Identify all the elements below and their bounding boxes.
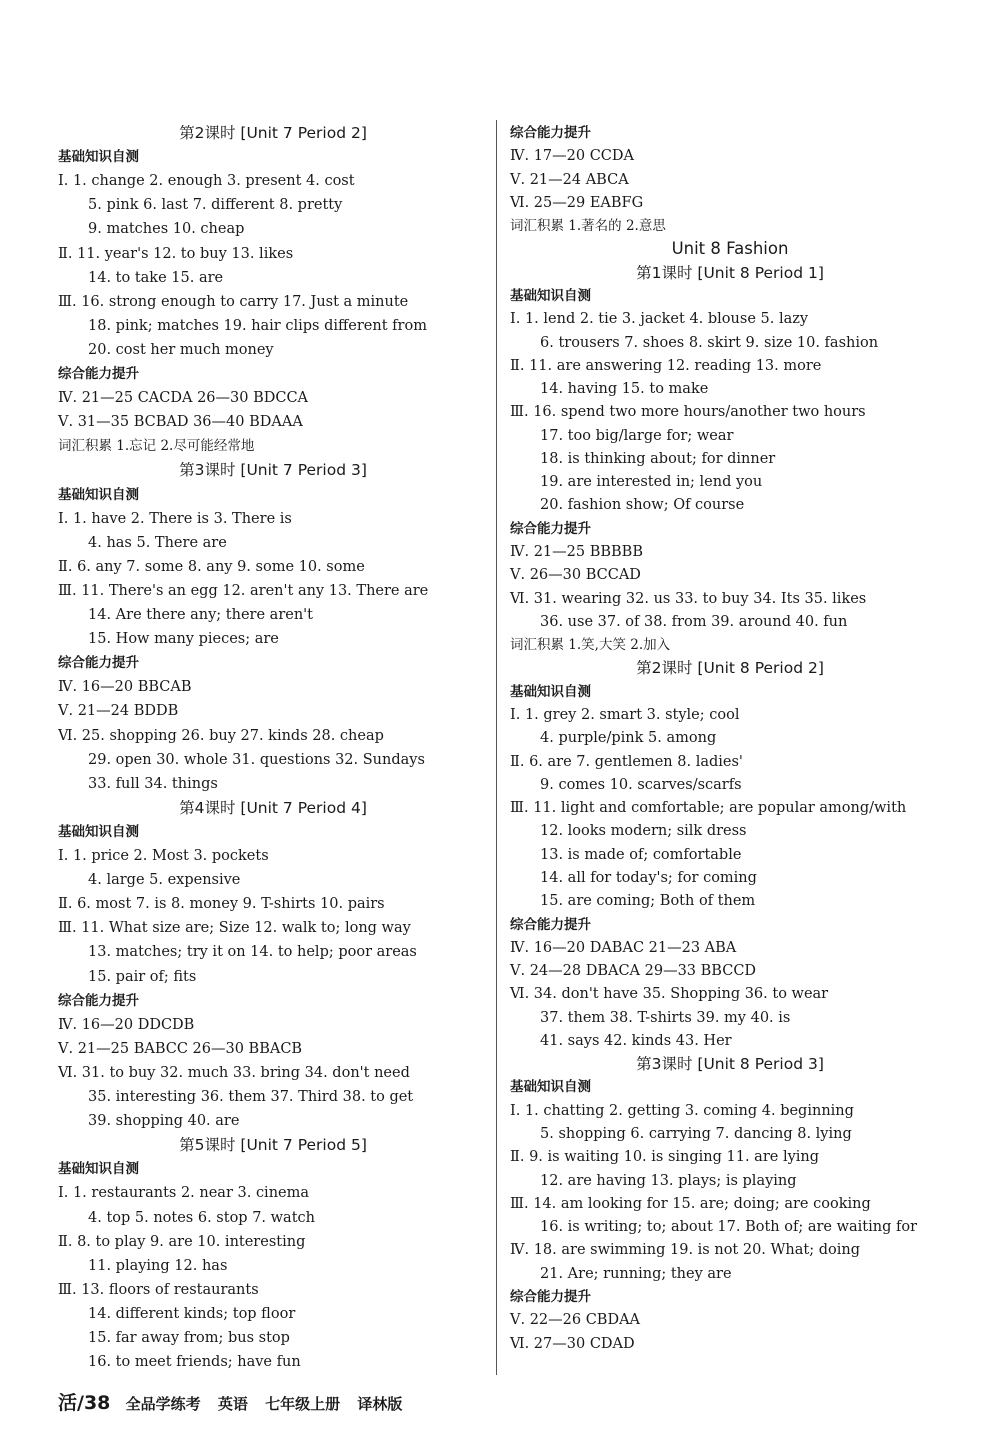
answer-line-indented: 4. has 5. There are xyxy=(88,534,227,551)
answer-line: Ⅱ. 11. are answering 12. reading 13. more xyxy=(510,357,822,374)
answer-line: Ⅲ. 14. am looking for 15. are; doing; are cooking xyxy=(510,1195,871,1212)
answer-line: Ⅵ. 25—29 EABFG xyxy=(510,194,644,211)
answer-line-indented: 18. pink; matches 19. hair clips different from xyxy=(88,317,427,334)
period-title: 第3课时 [Unit 8 Period 3] xyxy=(636,1055,824,1074)
answer-line-indented: 20. fashion show; Of course xyxy=(540,497,745,514)
answer-line: Ⅴ. 22—26 CBDAA xyxy=(510,1312,641,1329)
answer-line: Ⅲ. 16. spend two more hours/another two hours xyxy=(510,404,866,421)
answer-line-indented: 4. large 5. expensive xyxy=(88,872,241,889)
section-heading: 综合能力提升 xyxy=(58,992,139,1009)
answer-line: Ⅴ. 24—28 DBACA 29—33 BBCCD xyxy=(510,963,757,980)
answer-line: Ⅰ. 1. lend 2. tie 3. jacket 4. blouse 5. lazy xyxy=(510,311,809,328)
section-heading: 综合能力提升 xyxy=(510,125,591,141)
answer-line: Ⅳ. 18. are swimming 19. is not 20. What; doing xyxy=(510,1242,861,1259)
answer-line: Ⅲ. 16. strong enough to carry 17. Just a minute xyxy=(58,293,409,310)
answer-line-indented: 12. looks modern; silk dress xyxy=(540,823,747,840)
answer-line: Ⅴ. 21—24 ABCA xyxy=(510,171,629,188)
answer-line-indented: 5. shopping 6. carrying 7. dancing 8. lying xyxy=(540,1126,852,1143)
subject: 英语 xyxy=(217,1395,248,1413)
answer-line-indented: 11. playing 12. has xyxy=(88,1257,228,1274)
vocabulary-note: 词汇积累 1.笑,大笑 2.加入 xyxy=(510,637,671,654)
period-title: 第5课时 [Unit 7 Period 5] xyxy=(179,1136,367,1155)
answer-line: Ⅰ. 1. price 2. Most 3. pockets xyxy=(58,848,269,864)
answer-line-indented: 13. matches; try it on 14. to help; poor areas xyxy=(88,944,417,961)
vocabulary-note: 词汇积累 1.忘记 2.尽可能经常地 xyxy=(58,438,255,455)
section-heading: 综合能力提升 xyxy=(510,1289,591,1305)
answer-line: Ⅵ. 31. wearing 32. us 33. to buy 34. Its 35. likes xyxy=(510,590,867,607)
answer-line-indented: 39. shopping 40. are xyxy=(88,1113,240,1130)
period-title: 第4课时 [Unit 7 Period 4] xyxy=(179,798,367,817)
answer-line: Ⅲ. 11. What size are; Size 12. walk to; long way xyxy=(58,920,411,937)
unit-title: Unit 8 Fashion xyxy=(671,239,789,259)
answer-line-indented: 9. matches 10. cheap xyxy=(88,221,245,238)
answer-line-indented: 37. them 38. T-shirts 39. my 40. is xyxy=(540,1009,791,1026)
section-heading: 基础知识自测 xyxy=(58,486,139,503)
answer-line-indented: 4. top 5. notes 6. stop 7. watch xyxy=(88,1209,315,1226)
answer-line: Ⅳ. 17—20 CCDA xyxy=(510,148,635,165)
answer-line: Ⅱ. 6. any 7. some 8. any 9. some 10. some xyxy=(58,558,365,575)
answer-line: Ⅱ. 11. year's 12. to buy 13. likes xyxy=(58,245,294,262)
answer-line: Ⅰ. 1. change 2. enough 3. present 4. cost xyxy=(58,173,355,190)
answer-line: Ⅱ. 9. is waiting 10. is singing 11. are lying xyxy=(510,1149,820,1166)
answer-line: Ⅳ. 21—25 CACDA 26—30 BDCCA xyxy=(58,390,309,407)
answer-line-indented: 15. far away from; bus stop xyxy=(88,1330,290,1346)
answer-line-indented: 29. open 30. whole 31. questions 32. Sundays xyxy=(88,751,425,768)
page-footer xyxy=(58,1388,414,1415)
edition: 译林版 xyxy=(357,1395,403,1413)
answer-line-indented: 15. pair of; fits xyxy=(88,968,197,985)
answer-line: Ⅱ. 8. to play 9. are 10. interesting xyxy=(58,1233,306,1250)
answer-line-indented: 12. are having 13. plays; is playing xyxy=(540,1172,797,1189)
answer-line-indented: 4. purple/pink 5. among xyxy=(540,730,717,747)
period-title: 第2课时 [Unit 8 Period 2] xyxy=(636,659,824,678)
answer-line: Ⅲ. 13. floors of restaurants xyxy=(58,1281,259,1298)
section-heading: 综合能力提升 xyxy=(58,366,139,382)
column-divider xyxy=(496,120,497,1375)
answer-line: Ⅳ. 21—25 BBBBB xyxy=(510,544,643,561)
answer-line: Ⅳ. 16—20 DABAC 21—23 ABA xyxy=(510,939,737,956)
vocabulary-note: 词汇积累 1.著名的 2.意思 xyxy=(510,218,666,235)
answer-line-indented: 16. to meet friends; have fun xyxy=(88,1354,301,1371)
period-title: 第1课时 [Unit 8 Period 1] xyxy=(636,263,824,282)
grade: 七年级上册 xyxy=(265,1395,341,1413)
answer-line: Ⅲ. 11. light and comfortable; are popular among/with xyxy=(510,800,907,817)
period-title: 第3课时 [Unit 7 Period 3] xyxy=(179,461,367,480)
section-heading: 综合能力提升 xyxy=(58,655,139,672)
section-heading: 基础知识自测 xyxy=(510,1079,591,1096)
answer-line-indented: 18. is thinking about; for dinner xyxy=(540,450,776,467)
answer-line: Ⅲ. 11. There's an egg 12. aren't any 13. There are xyxy=(58,582,429,599)
section-heading: 基础知识自测 xyxy=(510,683,591,700)
answer-line-indented: 20. cost her much money xyxy=(88,341,274,358)
answer-line: Ⅵ. 34. don't have 35. Shopping 36. to wear xyxy=(510,986,829,1003)
answer-line: Ⅴ. 31—35 BCBAD 36—40 BDAAA xyxy=(58,414,303,431)
answer-line: Ⅳ. 16—20 BBCAB xyxy=(58,679,192,696)
answer-line-indented: 15. are coming; Both of them xyxy=(540,893,756,910)
page-number: 活/38 xyxy=(58,1392,111,1414)
answer-line-indented: 14. Are there any; there aren't xyxy=(88,607,313,623)
answer-line: Ⅴ. 21—25 BABCC 26—30 BBACB xyxy=(58,1040,303,1057)
answer-line-indented: 41. says 42. kinds 43. Her xyxy=(540,1032,732,1049)
answer-line-indented: 15. How many pieces; are xyxy=(88,631,279,648)
answer-line: Ⅰ. 1. grey 2. smart 3. style; cool xyxy=(510,707,740,723)
section-heading: 基础知识自测 xyxy=(510,287,591,304)
answer-line: Ⅵ. 31. to buy 32. much 33. bring 34. don't need xyxy=(58,1064,410,1081)
answer-line-indented: 33. full 34. things xyxy=(88,775,218,792)
section-heading: 综合能力提升 xyxy=(510,916,591,933)
answer-line-indented: 16. is writing; to; about 17. Both of; are waiting for xyxy=(540,1219,917,1236)
answer-line: Ⅰ. 1. have 2. There is 3. There is xyxy=(58,510,292,527)
answer-line-indented: 14. to take 15. are xyxy=(88,269,224,286)
answer-line: Ⅵ. 25. shopping 26. buy 27. kinds 28. cheap xyxy=(58,727,384,744)
answer-line-indented: 14. having 15. to make xyxy=(540,381,709,398)
answer-line-indented: 17. too big/large for; wear xyxy=(540,427,734,444)
answer-line-indented: 14. different kinds; top floor xyxy=(88,1305,296,1322)
answer-line: Ⅴ. 21—24 BDDB xyxy=(58,703,179,720)
answer-line: Ⅱ. 6. most 7. is 8. money 9. T-shirts 10. pairs xyxy=(58,896,385,913)
answer-line-indented: 35. interesting 36. them 37. Third 38. to get xyxy=(88,1089,414,1105)
section-heading: 基础知识自测 xyxy=(58,823,139,840)
answer-line-indented: 19. are interested in; lend you xyxy=(540,474,763,491)
answer-line-indented: 9. comes 10. scarves/scarfs xyxy=(540,776,742,793)
answer-line: Ⅵ. 27—30 CDAD xyxy=(510,1335,635,1352)
answer-line: Ⅱ. 6. are 7. gentlemen 8. ladies' xyxy=(510,753,743,770)
answer-line: Ⅰ. 1. chatting 2. getting 3. coming 4. beginning xyxy=(510,1102,854,1119)
answer-line-indented: 5. pink 6. last 7. different 8. pretty xyxy=(88,197,343,214)
answer-line-indented: 36. use 37. of 38. from 39. around 40. fun xyxy=(540,613,848,630)
answer-line-indented: 6. trousers 7. shoes 8. skirt 9. size 10. fashion xyxy=(540,334,879,351)
answer-line: Ⅳ. 16—20 DDCDB xyxy=(58,1016,195,1033)
section-heading: 综合能力提升 xyxy=(510,520,591,537)
answer-line-indented: 21. Are; running; they are xyxy=(540,1265,732,1282)
section-heading: 基础知识自测 xyxy=(58,149,139,166)
answer-line-indented: 14. all for today's; for coming xyxy=(540,869,757,886)
answer-line-indented: 13. is made of; comfortable xyxy=(540,846,742,863)
section-heading: 基础知识自测 xyxy=(58,1161,139,1178)
period-title: 第2课时 [Unit 7 Period 2] xyxy=(179,124,367,142)
answer-line: Ⅴ. 26—30 BCCAD xyxy=(510,567,641,584)
book-series: 全品学练考 xyxy=(125,1395,201,1413)
answer-line: Ⅰ. 1. restaurants 2. near 3. cinema xyxy=(58,1185,310,1202)
